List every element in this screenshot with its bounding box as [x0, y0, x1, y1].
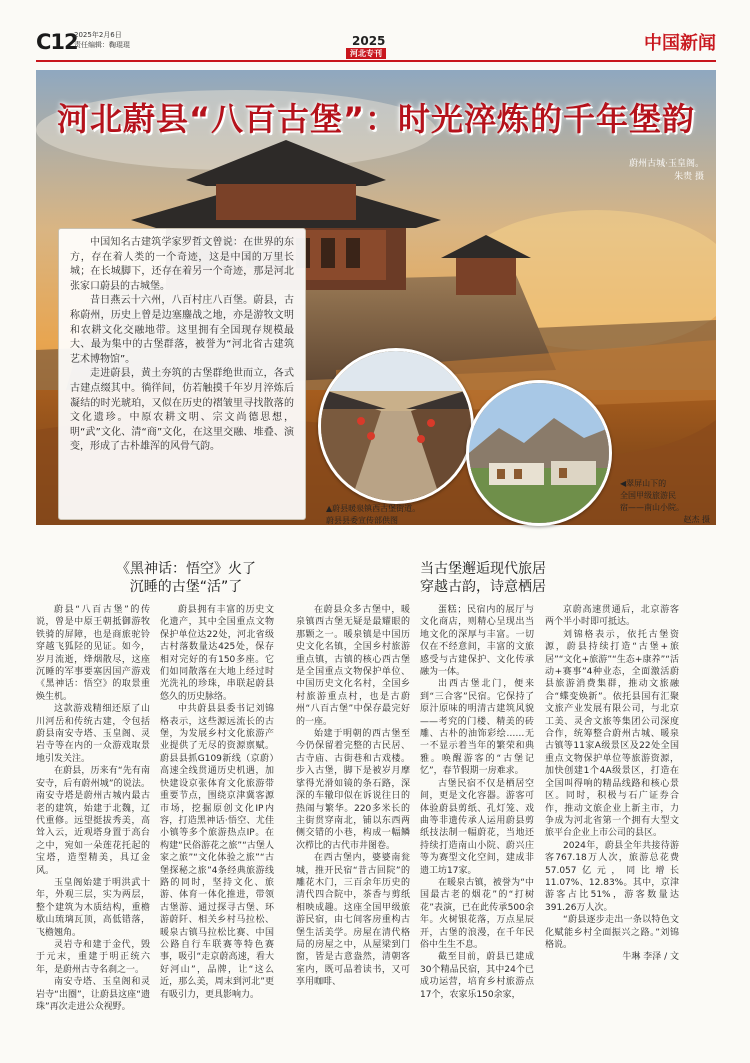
article-title: 河北蔚县“八百古堡”：时光淬炼的千年堡韵 [56, 100, 696, 138]
body-paragraph: 蔚县拥有丰富的历史文化遗产，其中全国重点文物保护单位达22处，河北省级古村落数量达425处，保存相对完好的有150多座。它们如同散落在大地上经过时光洗礼的珍珠，串联起蔚县悠久的历史脉络。 [160, 605, 274, 702]
body-paragraph: 2024年，蔚县全年共接待游客767.18万人次，旅游总花费57.057亿元，同比增长11.07%、12.83%。其中，京津游客占比51%，游客数量达391.26万人次。 [545, 840, 679, 913]
editor-line: 责任编辑：鞠琨琨 [74, 41, 130, 49]
byline: 牛琳 李泽 / 文 [622, 952, 679, 963]
body-paragraph: 南安寺塔、玉皇阁和灵岩寺“出圈”，让蔚县这座“遗珠”再次走进公众视野。 [36, 977, 150, 1012]
newspaper-logo: 中国新闻 [644, 33, 716, 54]
body-column-4 [420, 604, 534, 1001]
body-paragraph: 蛋糕；民宿内的展厅与文化商店，则精心呈现出当地文化的深厚与丰富。一切仅在不经意间，丰富的文旅感受与古建保护、文化传承融为一体。 [420, 605, 534, 678]
body-paragraph: 出西古堡北门，便来到“三合客”民宿。它保持了原汁原味的明清古建筑风貌——考究的门楼、精美的砖雕、古朴的油饰彩绘……无一不显示着当年的繁荣和典雅。唤醒游客的“古堡记忆”，春节假期一房难求。 [420, 679, 534, 777]
street-illustration [321, 351, 471, 501]
intro-paragraph: 中国知名古建筑学家罗哲文曾说：在世界的东方，存在着人类的一个奇迹，这是中国的万里长城；在长城脚下，还存在着另一个奇迹，那是河北张家口蔚县的古城堡。 [70, 237, 294, 292]
issue-meta [74, 30, 130, 50]
street-photo-caption [326, 503, 486, 527]
body-column-3 [296, 604, 410, 989]
body-paragraph: 灵岩寺和建于金代，毁于元末，重建于明正统六年，是蔚州古寺名刹之一。 [36, 939, 150, 975]
headline-line: 《黑神话：悟空》火了 [116, 561, 256, 577]
section1-headline [86, 560, 286, 596]
caption-credit: 赵杰 摄 [683, 515, 710, 524]
special-year: 2025 [352, 34, 386, 48]
intro-paragraph: 昔日燕云十六州，八百村庄八百堡。蔚县，古称蔚州，历史上曾是边塞鏖战之地，亦是游牧文明和农耕文化交融地带。这里拥有全国现存规模最大、最为集中的古堡群落，被誉为“河北省古建筑艺术博物馆”。 [70, 295, 294, 365]
body-paragraph: 玉皇阁始建于明洪武十年，外观三层，实为两层，整个建筑为木质结构，重檐歇山琉璃瓦顶，高低错落，飞檐翘角。 [36, 877, 150, 938]
body-paragraph: 在暖泉古镇，被誉为“中国最古老的烟花”的“打树花”表演，已在此传承500余年。火树银花落，万点星辰开，古堡的浪漫，在千年民俗中生生不息。 [420, 877, 534, 950]
courtyard-photo-caption [620, 478, 710, 526]
body-paragraph: 这款游戏精细还原了山川河岳和传统古建，令包括蔚县南安寺塔、玉皇阁、灵岩寺等在内的一众游戏取景地引发关注。 [36, 704, 150, 764]
body-paragraph: 在西古堡内，婆婆南瓮城，推开民宿“昔古回院”的雕花木门，三百余年历史的清代四合院中，茶香与剪纸相映成趣。这座全国甲级旅游民宿，由七间客房重构古堡生活美学。房屋在清代格局的房屋之中，从屋梁到门窗，皆是古意盎然，清朝客室内，既可品着读书，又可享用咖啡、 [296, 853, 410, 988]
special-edition-badge: 河北专刊 [346, 48, 386, 59]
hero-photographer: 朱贵 摄 [674, 172, 704, 182]
body-column-5 [545, 604, 679, 964]
body-paragraph: 京蔚高速贯通后，北京游客两个半小时即可抵达。 [545, 605, 679, 628]
body-column-1 [36, 604, 150, 1013]
body-column-2 [160, 604, 274, 1001]
courtyard-photo [466, 380, 612, 526]
courtyard-illustration [469, 383, 609, 523]
body-paragraph: 截至目前，蔚县已建成30个精品民宿，其中24个已成功运营，培育乡村旅游点17个，农家乐150余家， [420, 952, 534, 1000]
body-paragraph: “蔚县逐步走出一条以特色文化赋能乡村全面振兴之路。”刘锦格说。 [545, 915, 679, 950]
caption-text: 宿——南山小院。 [620, 503, 684, 512]
intro-text [70, 236, 294, 455]
body-paragraph: 中共蔚县县委书记刘锦格表示，这些源远流长的古堡，为发展乡村文化旅游产业提供了无尽的资源禀赋。蔚县县抓G109新线（京蔚）高速全线贯通历史机遇，加快建设京张体育文化旅游带重要节点，围绕京津冀客源市场，挖掘原创文化IP内容，打造黑神话·悟空、尤佳小镇等多个旅游热点IP。在构建“民俗游花之旅”“古堡人家之旅”“文化体验之旅”“古堡探秘之旅”4条经典旅游线路的同时，坚持文化、旅游、体育一体化推进，带领古堡游、通过探寻古堡、环游蔚阡、相关乡村马拉松、暖泉古镇马拉松比赛、中国公路自行车联赛等特色赛事，吸引“走京蔚高速，看大好河山”，品牌，让“这么近，那么美，周末到河北”更有吸引力，更具影响力。 [160, 704, 274, 1000]
body-paragraph: 古堡民宿不仅是栖居空间，更是文化容器。游客可体验蔚县剪纸、孔灯笼、戏曲等非遗传承人运用蔚县剪纸技法制一幅蔚花，当地还持续打造南山小院、蔚兴庄等为赛型文化空间，建成非遗工坊17家。 [420, 778, 534, 876]
issue-date: 2025年2月6日 [74, 31, 122, 39]
headline-line: 沉睡的古堡“活”了 [129, 579, 243, 595]
section2-headline [420, 560, 620, 596]
page-header [36, 28, 716, 58]
caption-text: 全国甲级旅游民 [620, 491, 676, 500]
body-paragraph: 在蔚县众多古堡中，暖泉镇西古堡无疑是最耀眼的那颗之一。暖泉镇是中国历史文化名镇，全国乡村旅游重点镇，古镇的核心西古堡是全国重点文物保护单位、中国历史文化名村，全国乡村旅游重点村，也是古蔚州“八百古堡”中保存最完好的一座。 [296, 605, 410, 727]
body-paragraph: 始建于明朝的西古堡至今仍保留着完整的古民居、古寺庙、古街巷和古戏楼。步入古堡，脚下是被岁月摩挲得光滑如镜的条石路，深深的车辙印似在诉说往日的热闹与繁华。220多米长的主街贯穿南北，铺以东西两侧交错的小巷，构成一幅鳞次栉比的古代市井图卷。 [296, 729, 410, 851]
header-divider [36, 60, 716, 62]
headline-line: 当古堡邂逅现代旅居 [420, 561, 546, 577]
hero-caption-text: 蔚州古城·玉皇阁。 [629, 159, 704, 169]
body-paragraph: 在蔚县，历来有“先有南安寺，后有蔚州城”的说法。南安寺塔是蔚州古城内最古老的建筑，始建于北魏，辽代重修。远望挺拔秀美，高耸入云，近观塔身置于高台之中，宛如一朵莲花托起的宝塔，造型精美，具辽金风。 [36, 766, 150, 876]
caption-credit: 蔚县县委宣传部供图 [326, 516, 398, 525]
street-photo [318, 348, 474, 504]
caption-text: ◀翠屏山下的 [620, 479, 667, 488]
hero-photo-credit [594, 158, 704, 184]
body-paragraph: 蔚县“八百古堡”的传说，曾是中原王朝抵御游牧铁骑的屏障，也是商旅驼铃穿越飞狐陉的见证。如今，岁月流逝，烽烟散尽，这座沉睡的军事要塞因国产游戏《黑神话：悟空》的取景重焕生机。 [36, 605, 150, 702]
intro-paragraph: 走进蔚县，黄土夯筑的古堡群绝世而立，各式古建点缀其中。徜徉间，仿若触摸千年岁月淬炼后凝结的时光琥珀，又似在历史的褶皱里寻找散落的文化遗珍。中原农耕文明、宗文尚德思想，明“武”文化、清“商”文化，在这里交融、堆叠、演变，形成了古朴雄浑的风骨气韵。 [70, 368, 294, 453]
body-paragraph: 刘锦格表示，依托古堡资源，蔚县持续打造“古堡+旅居”“文化+旅游”“生态+康养”“活动+赛事”4种业态，全面激活蔚县旅游消费集群，推动文旅融合“蝶变焕新”。依托县国有汇聚文旅产业发展有限公司，与北京工美、灵舍文旅等集团公司深度合作，统筹整合蔚州古城、暖泉古镇等11家A级景区及22处全国重点文物保护单位等旅游资源，加快创建1个4A级景区，打造在全国叫得响的精品线路和核心景区。同时，积极与石广证券合作，推动文旅企业上新主市，力争成为河北省第一个拥有大型文旅平台企业上市公司的县区。 [545, 629, 679, 839]
caption-text: ▲蔚县暖泉镇西古堡街道。 [326, 504, 421, 513]
headline-line: 穿越古韵，诗意栖居 [420, 579, 546, 595]
page-number: C12 [36, 30, 78, 54]
